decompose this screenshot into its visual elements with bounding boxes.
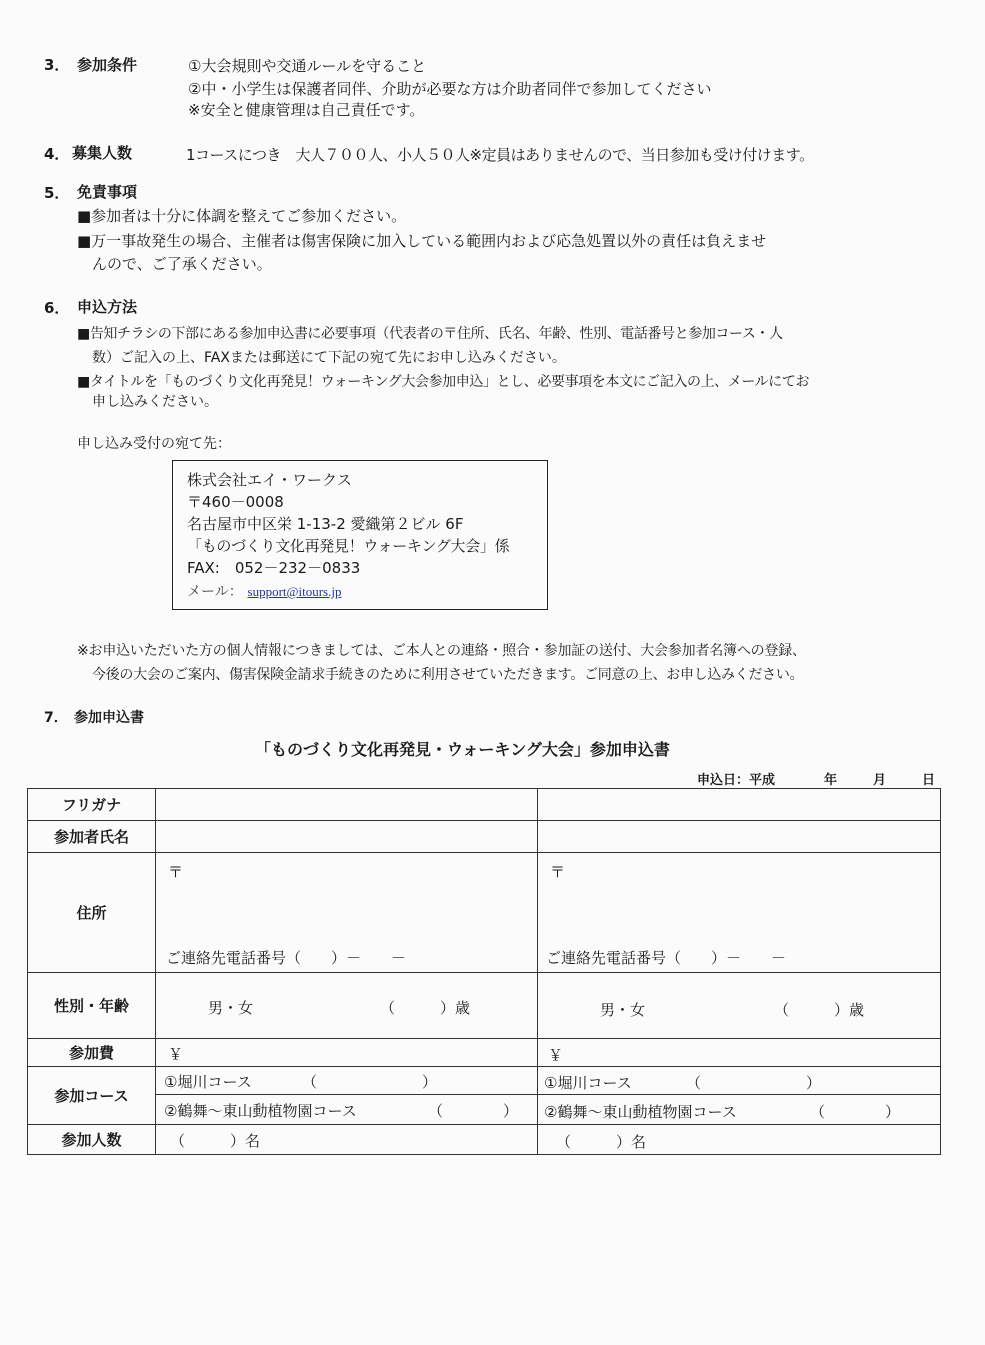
- section4-title: 募集人数: [72, 144, 133, 162]
- address-event: 「ものづくり文化再発見！ウォーキング大会」係: [187, 537, 510, 555]
- privacy-line-1: ※お申込いただいた方の個人情報につきましては、ご本人との連絡・照合・参加証の送付、大会参加者名簿への登録、: [77, 643, 806, 659]
- label-address: 住所: [28, 853, 156, 973]
- section6-line-2: 数）ご記入の上、FAXまたは郵送にて下記の宛て先にお申し込みください。: [92, 350, 566, 366]
- date-label: 申込日：平成: [697, 773, 776, 788]
- course1-label-2: ①堀川コース: [544, 1074, 632, 1092]
- section3-title: 参加条件: [77, 56, 138, 74]
- course1-paren-2: （ ）: [686, 1074, 822, 1092]
- address-label: 申し込み受付の宛て先：: [77, 436, 231, 452]
- section5-line-3: んので、ご了承ください。: [92, 255, 272, 273]
- date-day: 日: [922, 773, 936, 788]
- course2-paren-1: （ ）: [428, 1102, 519, 1120]
- age-1: （ ）歳: [380, 999, 471, 1017]
- address-mail-row: [187, 581, 341, 601]
- course1-field-2[interactable]: [538, 1067, 941, 1095]
- yen-2: ￥: [548, 1046, 564, 1064]
- postal-mark-1: 〒: [168, 863, 184, 881]
- label-count: 参加人数: [28, 1125, 156, 1155]
- label-gender-age: 性別・年齢: [28, 973, 156, 1039]
- count-field-1[interactable]: [156, 1125, 538, 1155]
- name-field-2[interactable]: [538, 821, 941, 853]
- count-field-2[interactable]: [538, 1125, 941, 1155]
- section3-line-3: ※安全と健康管理は自己責任です。: [188, 101, 425, 119]
- address-postal: 〒460－0008: [187, 493, 284, 511]
- label-furigana: フリガナ: [28, 789, 156, 821]
- section3-line-1: ①大会規則や交通ルールを守ること: [188, 57, 427, 75]
- course2-field-1[interactable]: [156, 1095, 538, 1125]
- postal-mark-2: 〒: [550, 863, 566, 881]
- course1-field-1[interactable]: [156, 1067, 538, 1095]
- section3-number: 3．: [44, 56, 70, 74]
- email-link[interactable]: support@itours.jp: [247, 584, 342, 599]
- address-company: 株式会社エイ・ワークス: [187, 471, 352, 489]
- section6-title: 申込方法: [77, 298, 138, 316]
- section5-line-2: ■万一事故発生の場合、主催者は傷害保険に加入している範囲内および応急処置以外の責任は負えませ: [77, 232, 767, 250]
- address-fax: FAX: 052－232－0833: [187, 559, 361, 577]
- address-field-1[interactable]: [156, 853, 538, 973]
- section5-line-1: ■参加者は十分に体調を整えてご参加ください。: [77, 207, 407, 225]
- phone-label-1: ご連絡先電話番号（ ）－ －: [166, 949, 407, 967]
- count-value-1: （ ）名: [170, 1132, 261, 1150]
- age-2: （ ）歳: [774, 1001, 865, 1019]
- furigana-field-2[interactable]: [538, 789, 941, 821]
- fee-field-1[interactable]: [156, 1039, 538, 1067]
- fee-field-2[interactable]: [538, 1039, 941, 1067]
- gender-age-field-1[interactable]: [156, 973, 538, 1039]
- address-box: [172, 460, 548, 610]
- section5-number: 5．: [44, 184, 70, 202]
- course2-label-2: ②鶴舞～東山動植物園コース: [544, 1103, 737, 1121]
- gender-2: 男・女: [600, 1001, 646, 1019]
- address-field-2[interactable]: [538, 853, 941, 973]
- phone-label-2: ご連絡先電話番号（ ）－ －: [546, 949, 787, 967]
- gender-1: 男・女: [208, 999, 254, 1017]
- course2-field-2[interactable]: [538, 1095, 941, 1125]
- label-name: 参加者氏名: [28, 821, 156, 853]
- count-value-2: （ ）名: [556, 1133, 647, 1151]
- course2-label-1: ②鶴舞～東山動植物園コース: [164, 1102, 357, 1120]
- mail-label: メール：: [187, 584, 243, 600]
- label-course: 参加コース: [28, 1067, 156, 1125]
- section5-title: 免責事項: [77, 183, 138, 201]
- date-year: 年: [824, 773, 838, 788]
- section6-line-3: ■タイトルを「ものづくり文化再発見！ウォーキング大会参加申込」とし、必要事項を本文にご記入の上、メールにてお: [77, 374, 810, 390]
- furigana-field-1[interactable]: [156, 789, 538, 821]
- yen-1: ￥: [168, 1045, 184, 1063]
- address-street: 名古屋市中区栄 1-13-2 愛織第２ビル 6F: [187, 515, 464, 533]
- section4-text: 1コースにつき 大人７００人、小人５０人※定員はありませんので、当日参加も受け付けます。: [186, 146, 814, 164]
- section7-title: 参加申込書: [74, 710, 144, 726]
- course2-paren-2: （ ）: [810, 1103, 901, 1121]
- name-field-1[interactable]: [156, 821, 538, 853]
- section6-line-4: 申し込みください。: [92, 394, 218, 410]
- section7-number: 7．: [44, 710, 68, 726]
- course1-label-1: ①堀川コース: [164, 1073, 252, 1091]
- privacy-line-2: 今後の大会のご案内、傷害保険金請求手続きのために利用させていただきます。ご同意の上、お申し込みください。: [92, 667, 804, 683]
- form-title: 「ものづくり文化再発見・ウォーキング大会」参加申込書: [255, 740, 670, 759]
- gender-age-field-2[interactable]: [538, 973, 941, 1039]
- label-fee: 参加費: [28, 1039, 156, 1067]
- date-month: 月: [873, 773, 887, 788]
- course1-paren-1: （ ）: [302, 1073, 438, 1091]
- application-form: [27, 788, 941, 1155]
- section6-number: 6．: [44, 299, 70, 317]
- section3-line-2: ②中・小学生は保護者同伴、介助が必要な方は介助者同伴で参加してください: [188, 80, 712, 98]
- section4-number: 4．: [44, 145, 70, 163]
- section6-line-1: ■告知チラシの下部にある参加申込書に必要事項（代表者の〒住所、氏名、年齢、性別、電話番号と参加コース・人: [77, 326, 783, 342]
